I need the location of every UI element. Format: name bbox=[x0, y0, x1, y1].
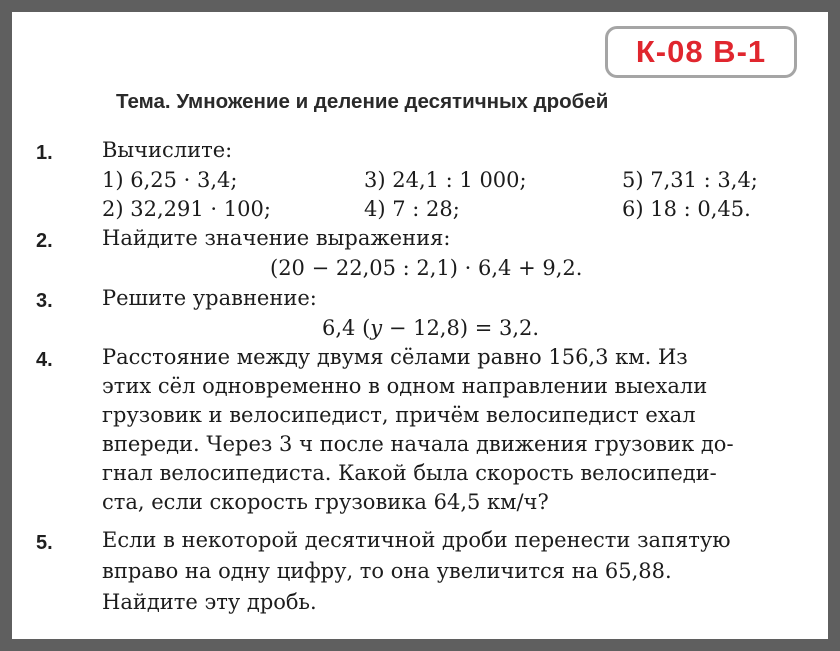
equation-variable: y bbox=[370, 316, 383, 340]
task-3-equation bbox=[322, 318, 539, 339]
task-1-item-2: 2) 32,291 · 100; bbox=[102, 197, 271, 221]
task-1-item-4: 4) 7 : 28; bbox=[364, 197, 460, 221]
variant-badge: К-08 В-1 bbox=[605, 26, 797, 78]
task-3-title: Решите уравнение: bbox=[102, 286, 317, 310]
task-5-line-2: вправо на одну цифру, то она увеличится на 65,88. bbox=[102, 559, 672, 583]
task-2-title: Найдите значение выражения: bbox=[102, 226, 451, 250]
task-3-number: 3. bbox=[36, 290, 53, 312]
task-4-line-5: гнал велосипедиста. Какой была скорость велосипеди- bbox=[102, 461, 717, 485]
equation-suffix: − 12,8) = 3,2. bbox=[382, 316, 540, 340]
task-1-item-1: 1) 6,25 · 3,4; bbox=[102, 168, 238, 192]
task-2-number: 2. bbox=[36, 230, 53, 252]
task-4-line-3: грузовик и велосипедист, причём велосипедист ехал bbox=[102, 403, 696, 427]
task-1-item-6: 6) 18 : 0,45. bbox=[622, 197, 751, 221]
task-2-expression: (20 − 22,05 : 2,1) · 6,4 + 9,2. bbox=[270, 256, 583, 280]
task-5-number: 5. bbox=[36, 532, 53, 554]
topic-heading: Тема. Умножение и деление десятичных дробей bbox=[116, 90, 609, 113]
task-4-line-4: впереди. Через 3 ч после начала движения грузовик до- bbox=[102, 432, 734, 456]
task-1-number: 1. bbox=[36, 142, 53, 164]
task-1-item-5: 5) 7,31 : 3,4; bbox=[622, 168, 758, 192]
task-4-line-1: Расстояние между двумя сёлами равно 156,3 км. Из bbox=[102, 345, 688, 369]
task-1-title: Вычислите: bbox=[102, 138, 233, 162]
task-5-line-1: Если в некоторой десятичной дроби перенести запятую bbox=[102, 528, 731, 552]
task-4-line-6: ста, если скорость грузовика 64,5 км/ч? bbox=[102, 490, 549, 514]
task-4-line-2: этих сёл одновременно в одном направлении выехали bbox=[102, 374, 708, 398]
equation-prefix: 6,4 ( bbox=[322, 316, 371, 340]
task-4-number: 4. bbox=[36, 349, 53, 371]
worksheet-page bbox=[12, 12, 828, 639]
task-1-item-3: 3) 24,1 : 1 000; bbox=[364, 168, 527, 192]
task-5-line-3: Найдите эту дробь. bbox=[102, 590, 317, 614]
